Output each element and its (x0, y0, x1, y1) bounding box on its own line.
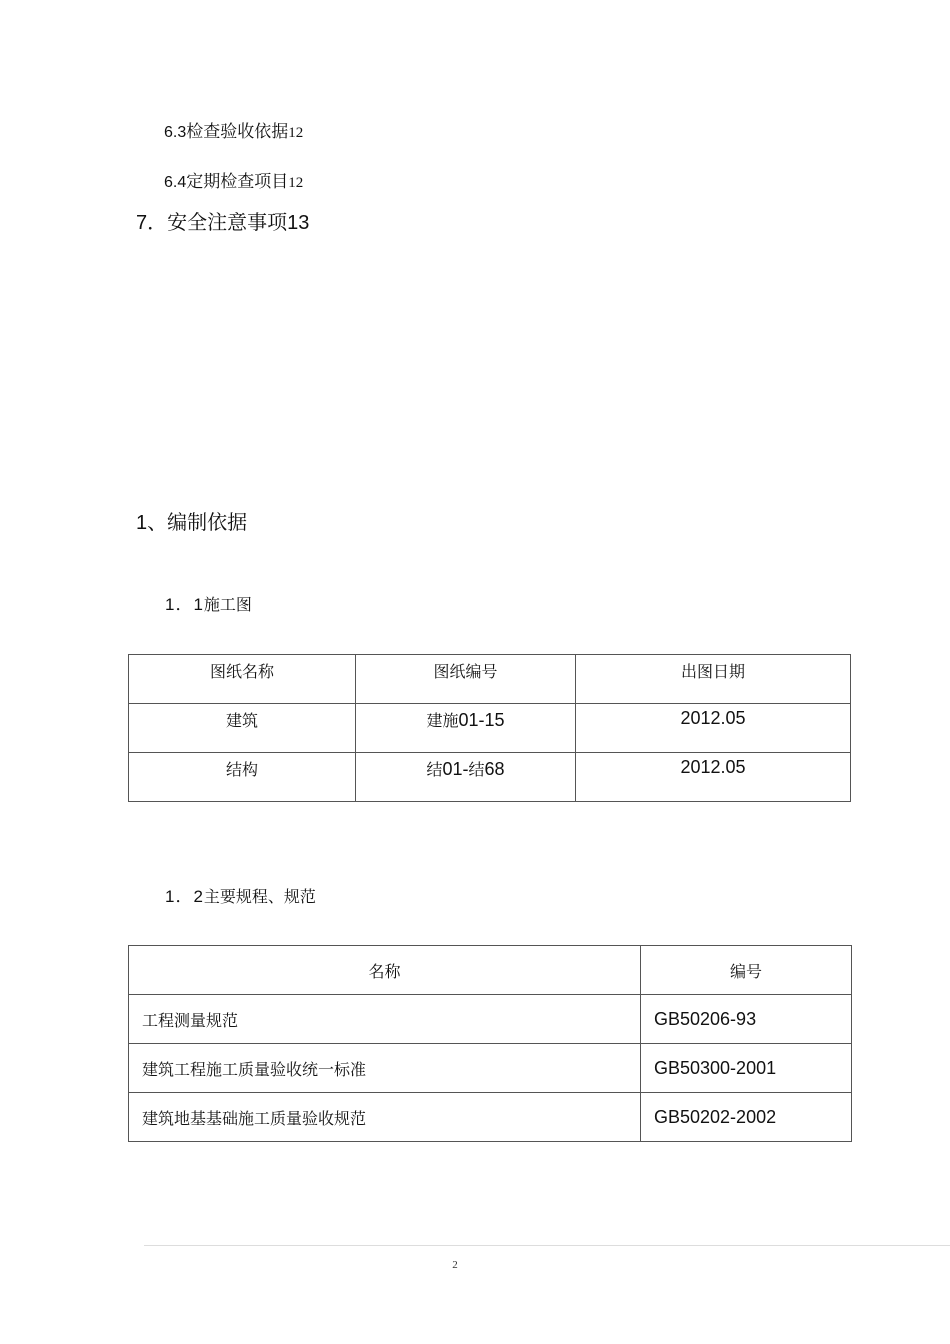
table-row (129, 1093, 852, 1142)
drawing-code-prefix: 结 (426, 760, 443, 779)
drawings-table (128, 654, 851, 802)
drawing-code-cell (356, 753, 576, 802)
drawing-date-cell: 2012.05 (576, 704, 851, 753)
table-header-row (129, 655, 851, 704)
toc-entry-page: 12 (288, 175, 304, 191)
standard-name-cell: 建筑地基基础施工质量验收规范 (129, 1093, 641, 1142)
subsection-heading-standards (165, 886, 316, 908)
subsection-number: 1．2 (165, 887, 204, 906)
drawing-code-prefix: 建施 (426, 711, 459, 730)
table-row (129, 704, 851, 753)
standard-code-cell: GB50202-2002 (641, 1093, 852, 1142)
footer-divider (144, 1245, 950, 1246)
toc-entry-number: 6.3 (164, 124, 187, 141)
drawing-code-cell (356, 704, 576, 753)
toc-entry-title: 定期检查项目 (186, 172, 289, 192)
toc-entry-number: 6.4 (164, 174, 187, 191)
toc-entry-title: 检查验收依据 (186, 122, 289, 142)
section-heading-title: 编制依据 (167, 510, 248, 534)
drawing-code-start: 01- (442, 759, 469, 779)
drawing-code-prefix-2: 结 (468, 760, 485, 779)
drawing-name-cell: 结构 (129, 753, 356, 802)
column-header: 名称 (129, 946, 641, 995)
drawing-code-range: 01-15 (458, 710, 505, 730)
standards-table (128, 945, 852, 1142)
column-header: 编号 (641, 946, 852, 995)
subsection-heading-drawings (165, 594, 252, 616)
table-row (129, 753, 851, 802)
column-header: 图纸编号 (356, 655, 576, 704)
standard-code-cell: GB50300-2001 (641, 1044, 852, 1093)
section-heading-number: 1、 (136, 512, 168, 534)
toc-entry-page: 12 (288, 125, 304, 141)
table-row (129, 995, 852, 1044)
standard-name-cell: 工程测量规范 (129, 995, 641, 1044)
column-header: 出图日期 (576, 655, 851, 704)
table-header-row (129, 946, 852, 995)
table-row (129, 1044, 852, 1093)
toc-entry-7[interactable] (136, 209, 309, 236)
drawing-date-cell: 2012.05 (576, 753, 851, 802)
subsection-number: 1．1 (165, 595, 204, 614)
page-number: 2 (452, 1259, 458, 1271)
toc-entry-6-4[interactable] (164, 171, 303, 194)
column-header: 图纸名称 (129, 655, 356, 704)
drawing-name-cell: 建筑 (129, 704, 356, 753)
toc-entry-title: 安全注意事项 (167, 210, 288, 234)
subsection-title: 主要规程、规范 (203, 887, 316, 906)
toc-entry-number: 7． (136, 212, 168, 234)
drawing-code-end: 68 (484, 759, 505, 779)
subsection-title: 施工图 (203, 595, 252, 614)
standard-name-cell: 建筑工程施工质量验收统一标准 (129, 1044, 641, 1093)
standard-code-cell: GB50206-93 (641, 995, 852, 1044)
section-heading (136, 509, 247, 536)
toc-entry-6-3[interactable] (164, 121, 303, 144)
toc-entry-page: 13 (287, 212, 310, 234)
